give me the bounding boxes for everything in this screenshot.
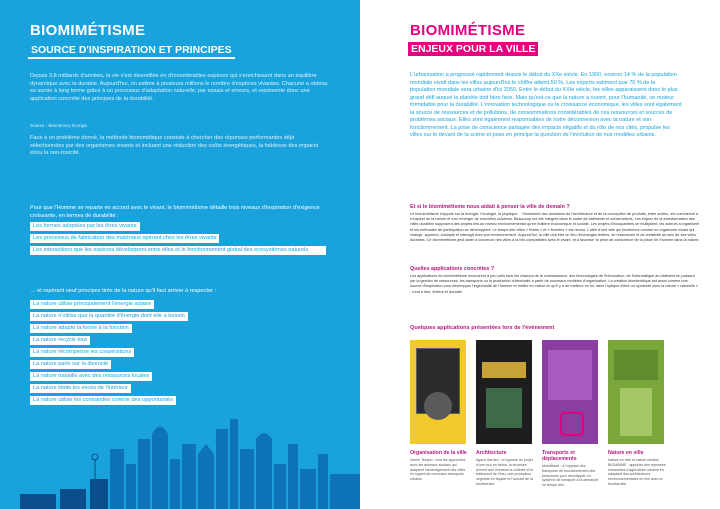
card-title: Nature en ville [608, 450, 644, 456]
principle-item: La nature utilise les contraintes comme des opportunités [30, 396, 176, 405]
right-brand-title: BIOMIMÉTISME [410, 22, 526, 39]
card-title: Transports et déplacements [542, 450, 577, 462]
urban-paragraph: L'urbanisation a progressé rapidement depuis le début du XXe siècle. En 1900, environ 14 % de la population mondiale vivait dans les villes aujourd'hui le chiffre atteint 50 %. Les experts estiment que 70 % de la population mondiale sera urbaine d'ici 2050. Entre le début du XXIe siècle, les villes apparaissent donc le plus grand défi auquel la planète doit faire face. Mais qu'est-ce que la nature a ouvert, pour l'humanité, un moteur formidable pour la durabilité. L'innovation technologique ou la croissance économique, les villes sont également la source de ressources et de pollutions, de consommations considérables de ces ressources et sources de problèmes sociaux. Elles sont également responsables de notre déconnexion avec la nature et son fonctionnement. La prise de conscience partagée des impacts négatifs et du rôle de nos cités, propulse les villes sur le devant de la scène et pose en principe la question de l'évolution de nos modèles urbains. [410, 72, 682, 138]
application-poster-transports [542, 340, 598, 444]
principle-item: La nature recycle tout [30, 336, 90, 345]
intro-paragraph: Depuis 3,8 milliards d'années, la vie s'est diversifiée en d'innombrables espèces qui s'enrichissent dans un équilibre dynamique avec la durable. Aujourd'hui, on estime à plusieurs millions le nombre d'espèces vivantes. Chacune a obtenu sa survie à long terme grâce à un processus d'adaptation naturelle, par essais et erreurs, et représente donc une application concrète des principes de la durabilité. [30, 73, 328, 102]
source-note: Source : Biomimicry Europa [30, 123, 87, 128]
principle-item: La nature adapte la forme à la fonction [30, 324, 132, 333]
applications-title: Quelques applications présentées lors de l'évènement [410, 325, 555, 331]
application-poster-architecture [476, 340, 532, 444]
application-poster-nature-in-city [608, 340, 664, 444]
section-text: Le biomimétisme s'appuie sur la biologie, l'écologie, la physique… Seulement des domaines de l'architecture et de la conception de produits, entre autres, ont commencé à s'inspirer de la nature et s'en émerger de nouvelles solutions. Beaucoup ont été intégrés dans le cadre de bâtiments et constructions. Les enjeux de la transformation des villes durables supposent des projets tels au niveau environnemental qu'en matière économique et sociale. Les projets d'écoquartiers se multiplient, les acteurs s'organisent et les méthodes de participation se développent. Le temps des villes « fixées » et « fermées » est révolu. L'idée d'une ville qui fonctionne comme un organisme vivant qui change, apprend, s'adapte et interagit avec son environnement. Aujourd'hui, la ville doit être un lieu d'échanges fertiles, de ressources et de créativité au sein de ses villes durables. Ce biomimétisme peut aider à concevoir des villes à la fois compatibles avec le vivant, et à favoriser la prise de conscience de la place de l'homme dans la nature. [410, 212, 700, 243]
card-title: Architecture [476, 450, 507, 456]
principle-item: La nature travaille avec des ressources locales [30, 372, 152, 381]
card-description: Nature en ville et nature urbaine BIOMIMME : apporter des réponses innovantes d'agriculture urbaine en adaptant des architectures environnementales en lien avec la biodiversité. [608, 458, 666, 486]
card-description: Agora Garden : à l'opposé du projet d'une tour en béton, la structure permet aux riverains la collecte et le traitement de l'eau, une production végétale en façade et l'accueil de la biodiversité. [476, 458, 534, 486]
principle-item: La nature parie sur la diversité [30, 360, 111, 369]
level-item: Les formes adoptées par les êtres vivants [30, 222, 140, 231]
level-item: Les interactions que les espèces développent entre elles et le fonctionnement global des écosystèmes naturels [30, 246, 326, 255]
city-skyline-illustration [0, 409, 360, 509]
right-page [360, 0, 720, 509]
section-text: Les applications du biomimétisme recouvrent à peu près tous les champs de la connaissance, des technologies de l'information, de l'informatique au bâtiment en passant par la gestion de ressources, les transports ou la production d'électricité à partir de nouveaux modèles d'organisation. La création biomimétique est aussi comme une source d'inspiration pour développer l'ingéniosité de l'homme et mettre en valeur ce qu'il y a de meilleur en lui, dans l'optique d'être un symbiote avec la nature « naturelle » : c'est à dire, imiteur et durable. [410, 274, 699, 294]
section-title: Quelles applications concrètes ? [410, 266, 495, 272]
level-item: Les processus de fabrication des matériaux opérant chez les êtres vivants [30, 234, 219, 243]
principle-item: La nature n'utilise que la quantité d'énergie dont elle a besoin [30, 312, 188, 321]
levels-intro: Pour que l'Homme se reparte en accord avec le vivant, le biomimétisme détaille trois niveaux d'inspiration d'exigence croissante, en termes de durabilité : [30, 205, 320, 219]
method-paragraph: Face à un problème donné, la méthode biomimétique consiste à chercher des réponses performantes déjà sélectionnées par des organismes vivants et incluant une réduction des coûts énergétiques, la faiblesse des impacts et/ou la non-toxicité. [30, 135, 319, 157]
principle-item: La nature récompense les coopérations [30, 348, 134, 357]
card-description: Mobilidade : à l'opposé des transports de fonctionnement des personnes pour développer un système de transport à la demande en temps réel. [542, 464, 599, 488]
card-title: Organisation de la ville [410, 450, 467, 456]
left-subtitle: SOURCE D'INSPIRATION ET PRINCIPES [28, 43, 235, 59]
principle-item: La nature limite les excès de l'intérieur [30, 384, 131, 393]
principle-item: La nature utilise principalement l'énergie solaire [30, 300, 154, 309]
left-brand-title: BIOMIMÉTISME [30, 22, 146, 39]
application-poster-city-organisation [410, 340, 466, 444]
card-description: Xavier Tesson : how les approches avec les animaux sociaux qui adaptent l'aménagement des villes en regard de nouveaux transports urbains. [410, 458, 466, 482]
section-title: Et si le biomimétisme nous aidait à penser la ville de demain ? [410, 204, 570, 210]
right-subtitle: ENJEUX POUR LA VILLE [408, 42, 538, 56]
principles-intro: … et repérant neuf principes tirés de la nature qu'il faut arriver à respecter : [30, 288, 217, 294]
